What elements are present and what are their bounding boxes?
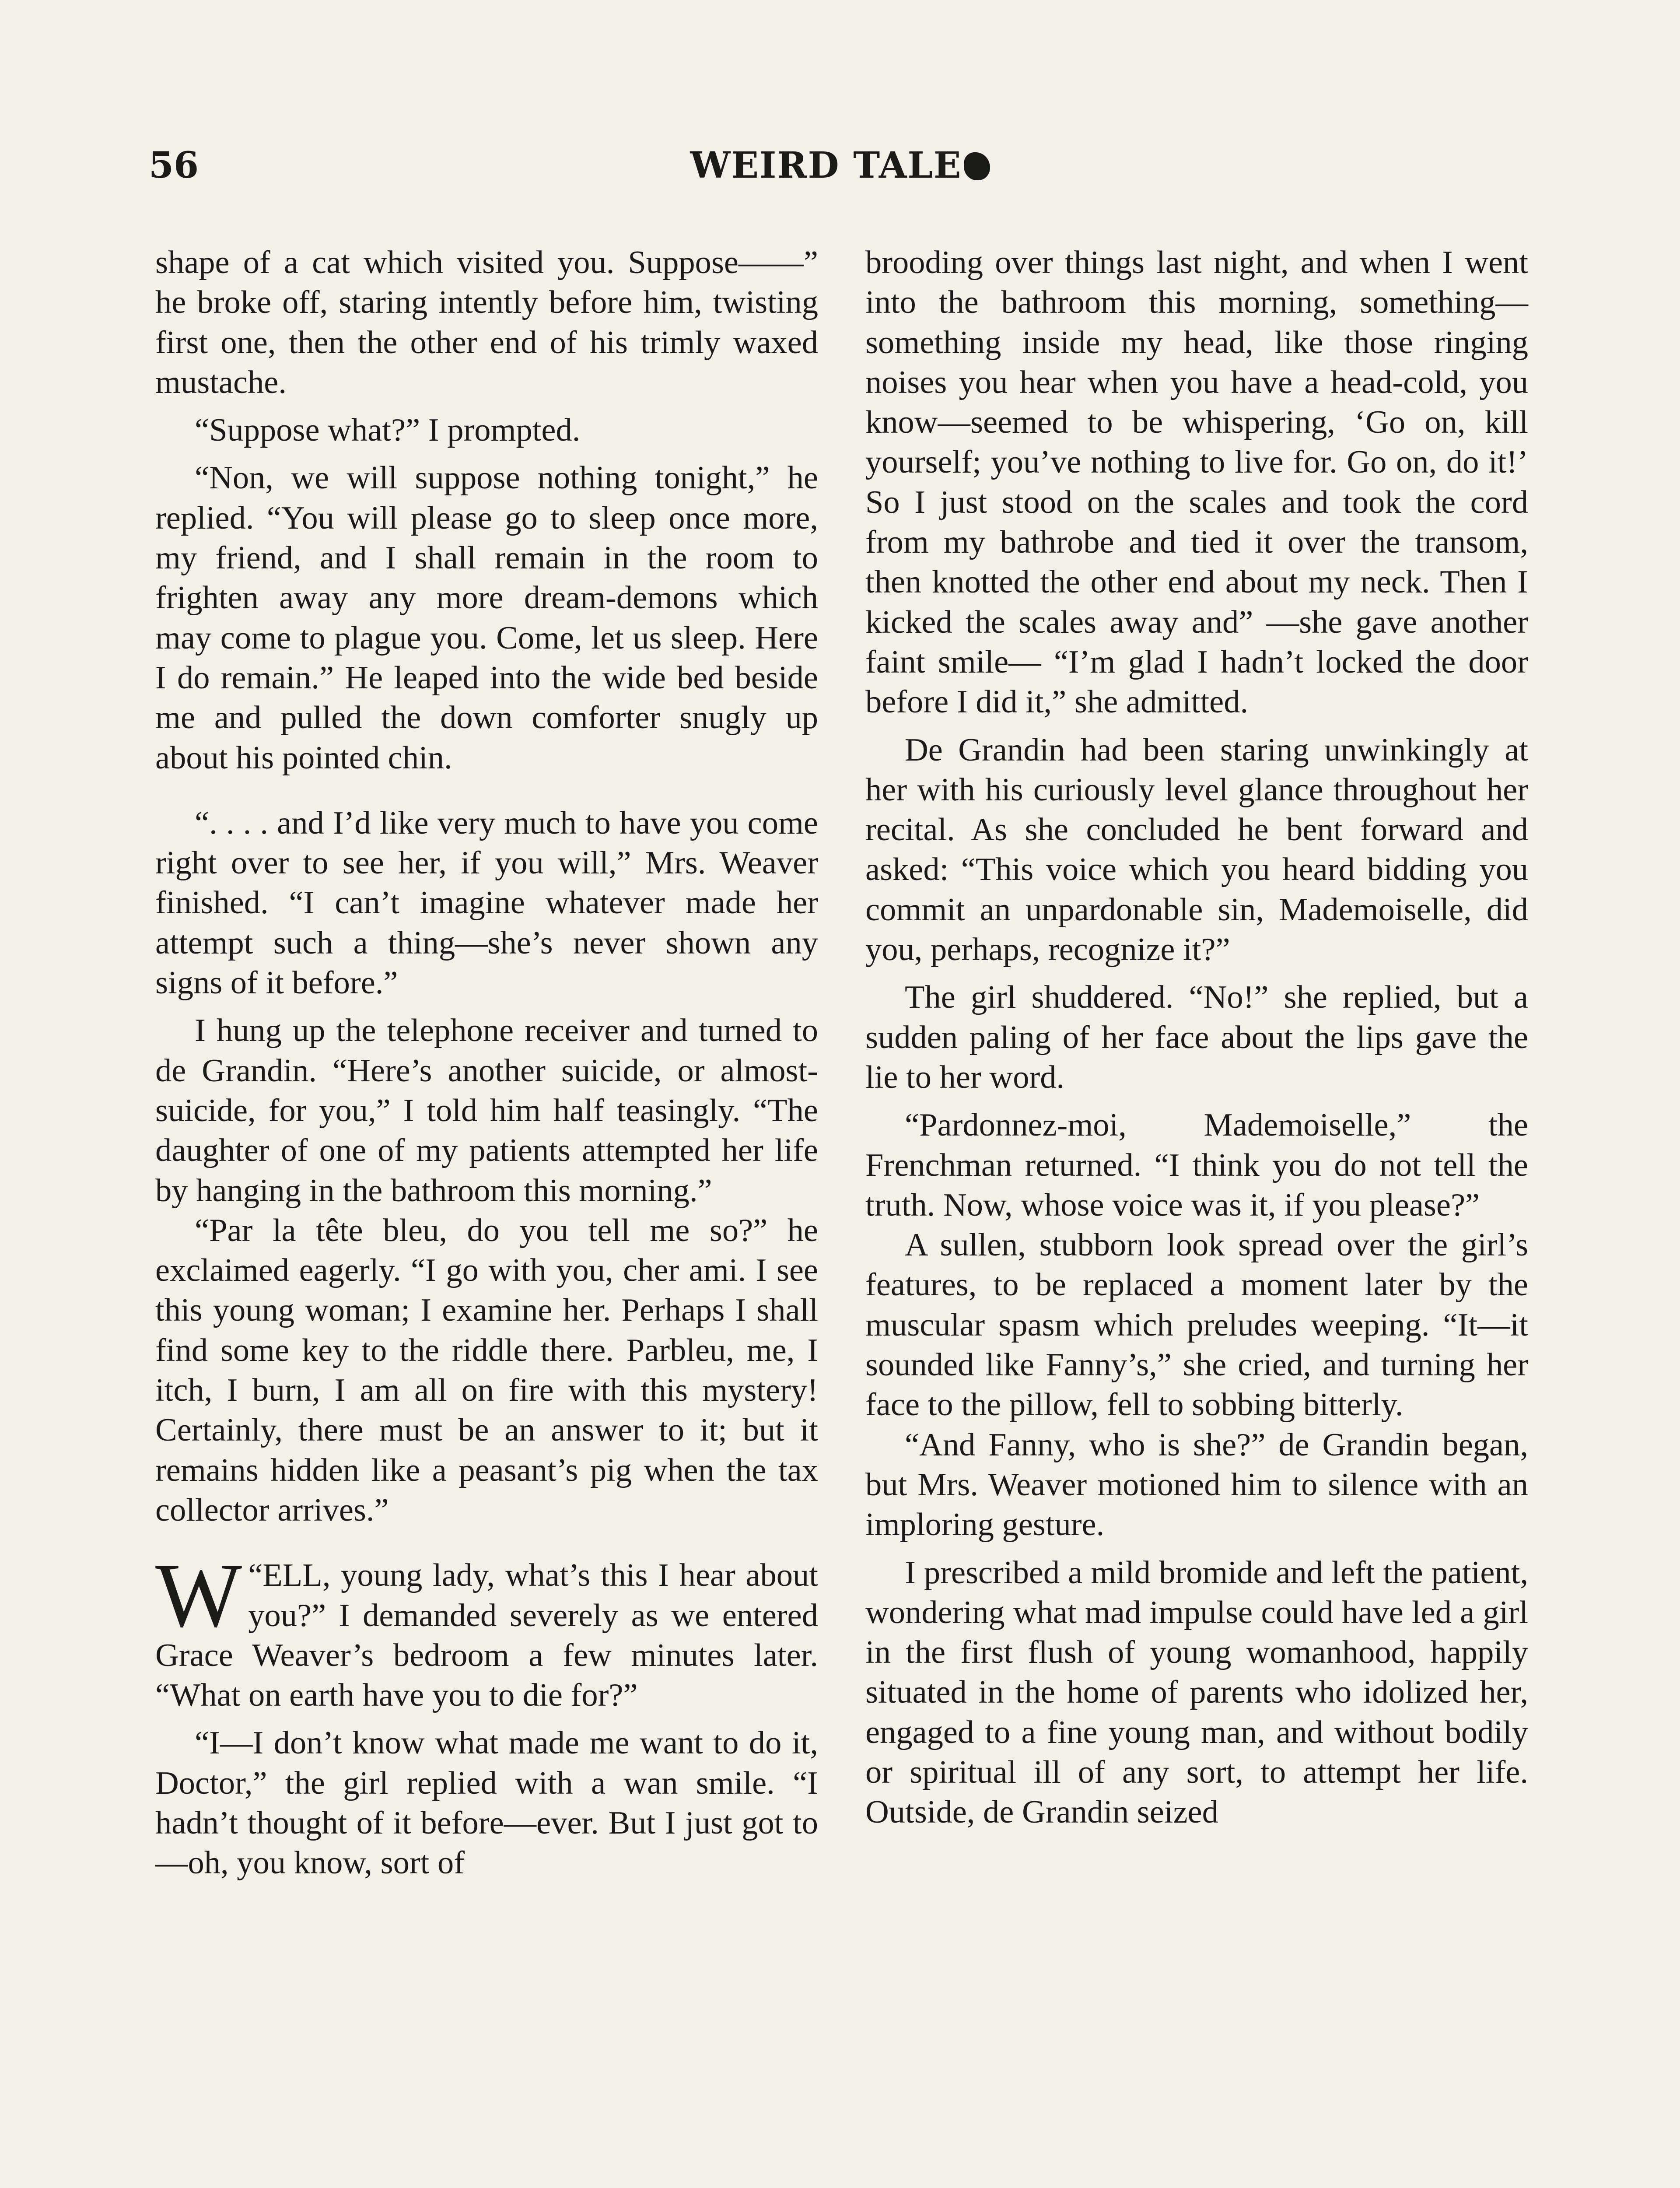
paragraph: “Suppose what?” I prompted. — [195, 412, 581, 449]
paragraph: “Pardonnez-moi, Mademoiselle,” the Frenchman returned. “I think you do not tell the truth. Now, whose voice was it, if you please?” — [865, 1107, 1528, 1223]
magazine-title — [149, 144, 1531, 186]
page-number: 56 — [149, 144, 199, 186]
paragraph: A sullen, stubborn look spread over the girl’s features, to be replaced a moment later by the muscular spasm which preludes weeping. “It—it sounded like Fanny’s,” she cried, and turning her face to the pillow, fell to sobbing bitterly. — [865, 1227, 1528, 1423]
paragraph: “Par la tête bleu, do you tell me so?” he exclaimed eagerly. “I go with you, cher ami. I see this young woman; I examine her. Perhaps I shall find some key to the riddle there. Parbleu, me, I itch, I burn, I am all on fire with this mystery! Certainly, there must be an answer to it; but it remains hidden like a peasant’s pig when the tax collector arrives.” — [155, 1212, 818, 1528]
paragraph: The girl shuddered. “No!” she replied, but a sudden paling of her face about the lips gave the lie to her word. — [865, 979, 1528, 1095]
drop-cap: W — [155, 1545, 242, 1647]
paragraph: “And Fanny, who is she?” de Grandin began, but Mrs. Weaver motioned him to silence with an imploring gesture. — [865, 1427, 1528, 1543]
page-header — [149, 136, 1531, 197]
ink-blot-icon — [964, 152, 990, 180]
paragraph: shape of a cat which visited you. Suppose——” he broke off, staring intently before him, twisting first one, then the other end of his trimly waxed mustache. — [155, 245, 818, 400]
paragraph: I prescribed a mild bromide and left the patient, wondering what mad impulse could have led a girl in the first flush of young womanhood, happily situated in the home of parents who idolized her, engaged to a fine young man, and without bodily or spiritual ill of any sort, to attempt her life. Outside, de Grandin seized — [865, 1554, 1528, 1830]
dropcap-paragraph-text: ELL, young lady, what’s this I hear about you?” I demanded severely as we entered Grace Weaver’s bedroom a few minutes later. “What on earth have you to die for?” — [155, 1557, 818, 1714]
paragraph: I hung up the telephone receiver and turned to de Grandin. “Here’s another suicide, or almost-suicide, for you,” I told him half teasingly. “The daughter of one of my patients attempted her life by hanging in the bathroom this morning.” — [155, 1013, 818, 1209]
left-column — [155, 243, 818, 1883]
paragraph: “. . . . and I’d like very much to have you come right over to see her, if you will,” Mrs. Weaver finished. “I can’t imagine whatever made her attempt such a thing—she’s never shown any signs of it before.” — [155, 805, 818, 1001]
opening-quote: “ — [248, 1557, 263, 1594]
paragraph-dropcap — [155, 1545, 818, 1715]
paragraph: “I—I don’t know what made me want to do it, Doctor,” the girl replied with a wan smile. “I hadn’t thought of it before—ever. But I just got to—oh, you know, sort of — [155, 1725, 818, 1881]
right-column — [865, 243, 1528, 1833]
magazine-title-text: WEIRD TALE — [690, 144, 962, 186]
paragraph: “Non, we will suppose nothing tonight,” he replied. “You will please go to sleep once more, my friend, and I shall remain in the room to frighten away any more dream-demons which may come to plague you. Come, let us sleep. Here I do remain.” He leaped into the wide bed beside me and pulled the down comforter snugly up about his pointed chin. — [155, 460, 818, 776]
paragraph: brooding over things last night, and when I went into the bathroom this morning, something—something inside my head, like those ringing noises you hear when you have a head-cold, you know—seemed to be whispering, ‘Go on, kill yourself; you’ve nothing to live for. Go on, do it!’ So I just stood on the scales and took the cord from my bathrobe and tied it over the transom, then knotted the other end about my neck. Then I kicked the scales away and” —she gave another faint smile— “I’m glad I hadn’t locked the door before I did it,” she admitted. — [865, 245, 1528, 720]
paragraph: De Grandin had been staring unwinkingly at her with his curiously level glance throughout her recital. As she concluded he bent forward and asked: “This voice which you heard bidding you commit an unpardonable sin, Mademoiselle, did you, perhaps, recognize it?” — [865, 732, 1528, 968]
